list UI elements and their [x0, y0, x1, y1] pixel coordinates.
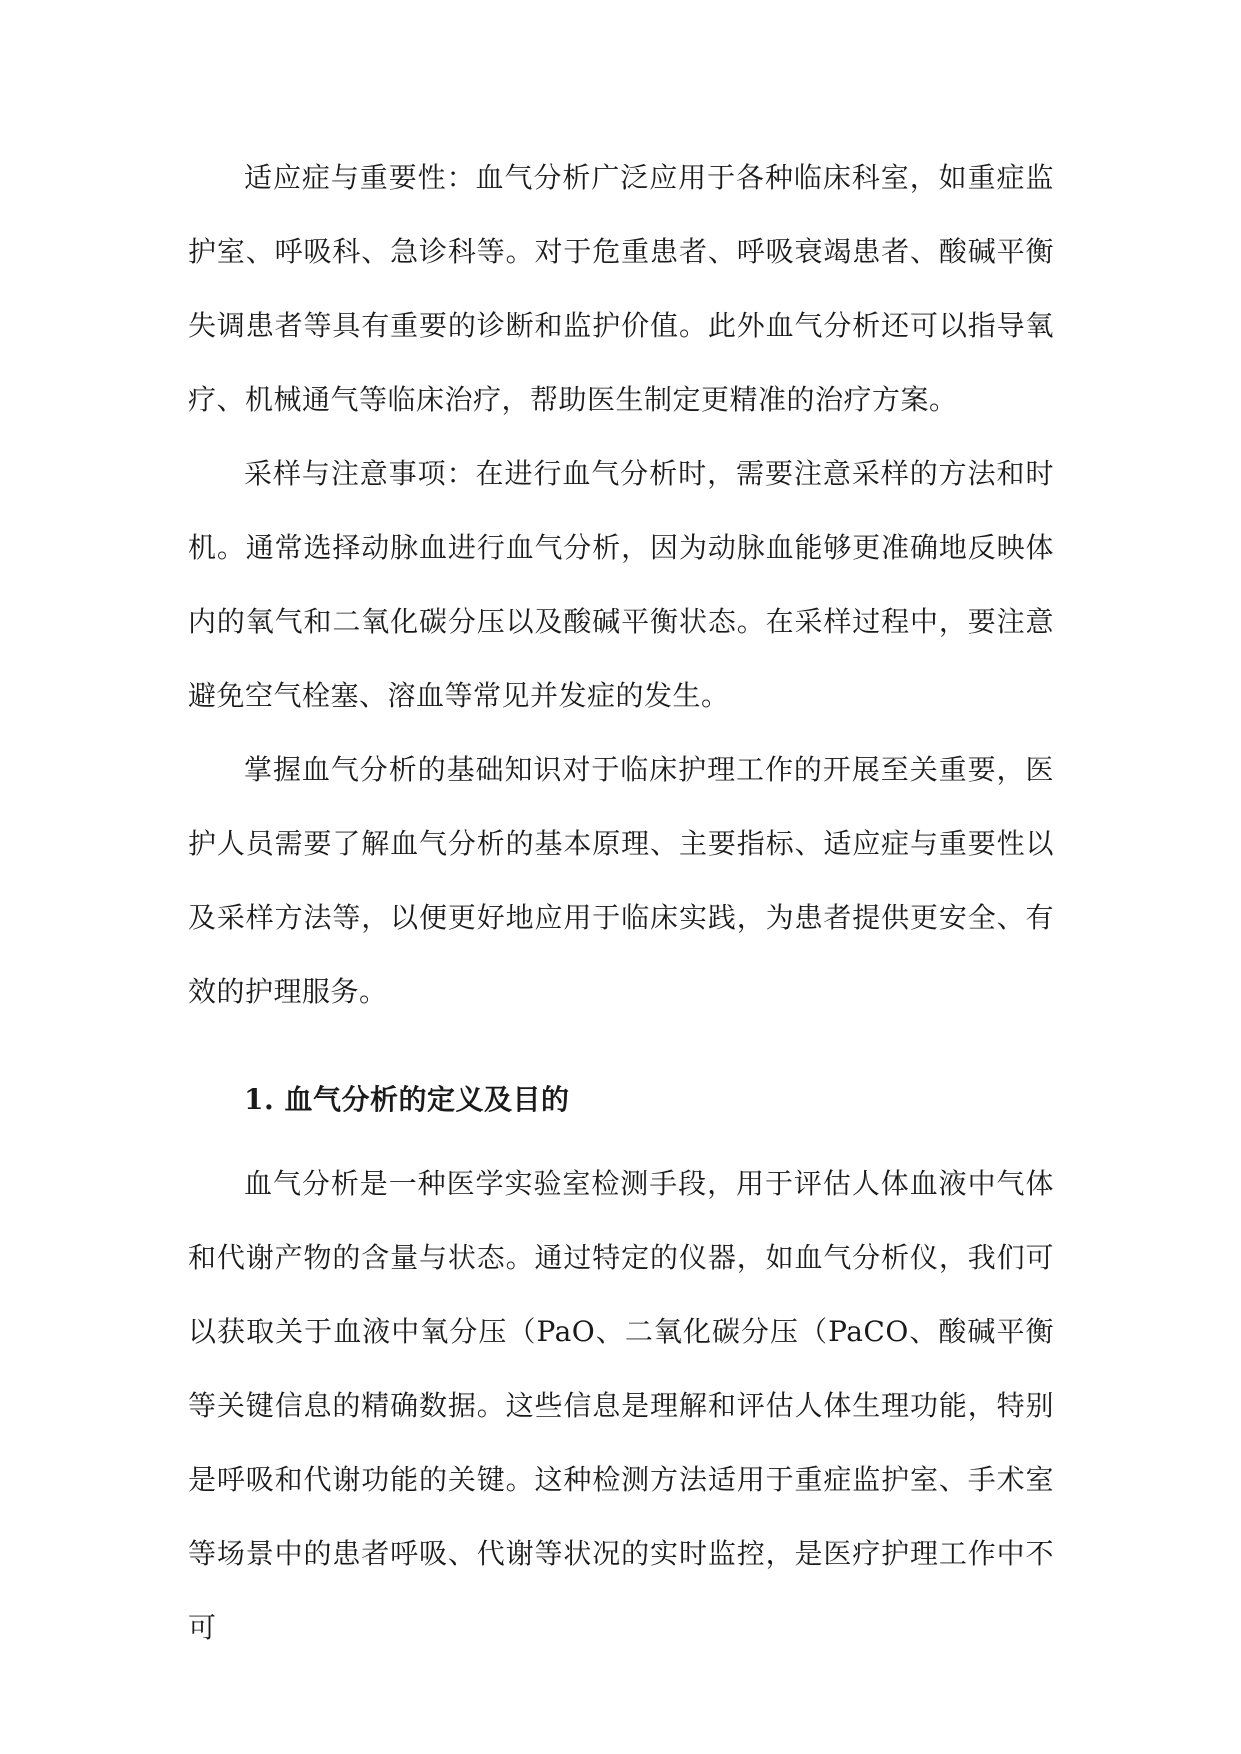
paragraph-summary: 掌握血气分析的基础知识对于临床护理工作的开展至关重要，医护人员需要了解血气分析的基本原理、主要指标、适应症与重要性以及采样方法等，以便更好地应用于临床实践，为患者提供更安全、有效的护理服务。	[188, 753, 1054, 1008]
section-heading: 1. 血气分析的定义及目的	[244, 1083, 570, 1116]
paragraph-definition: 血气分析是一种医学实验室检测手段，用于评估人体血液中气体和代谢产物的含量与状态。通过特定的仪器，如血气分析仪，我们可以获取关于血液中氧分压（PaO、二氧化碳分压（PaCO、酸碱平衡等关键信息的精确数据。这些信息是理解和评估人体生理功能，特别是呼吸和代谢功能的关键。这种检测方法适用于重症监护室、手术室等场景中的患者呼吸、代谢等状况的实时监控，是医疗护理工作中不可	[188, 1167, 1054, 1644]
document-body	[188, 141, 1054, 1665]
paragraph-sampling: 采样与注意事项：在进行血气分析时，需要注意采样的方法和时机。通常选择动脉血进行血气分析，因为动脉血能够更准确地反映体内的氧气和二氧化碳分压以及酸碱平衡状态。在采样过程中，要注意避免空气栓塞、溶血等常见并发症的发生。	[188, 457, 1054, 712]
paragraph-indications: 适应症与重要性：血气分析广泛应用于各种临床科室，如重症监护室、呼吸科、急诊科等。对于危重患者、呼吸衰竭患者、酸碱平衡失调患者等具有重要的诊断和监护价值。此外血气分析还可以指导氧疗、机械通气等临床治疗，帮助医生制定更精准的治疗方案。	[188, 161, 1054, 416]
